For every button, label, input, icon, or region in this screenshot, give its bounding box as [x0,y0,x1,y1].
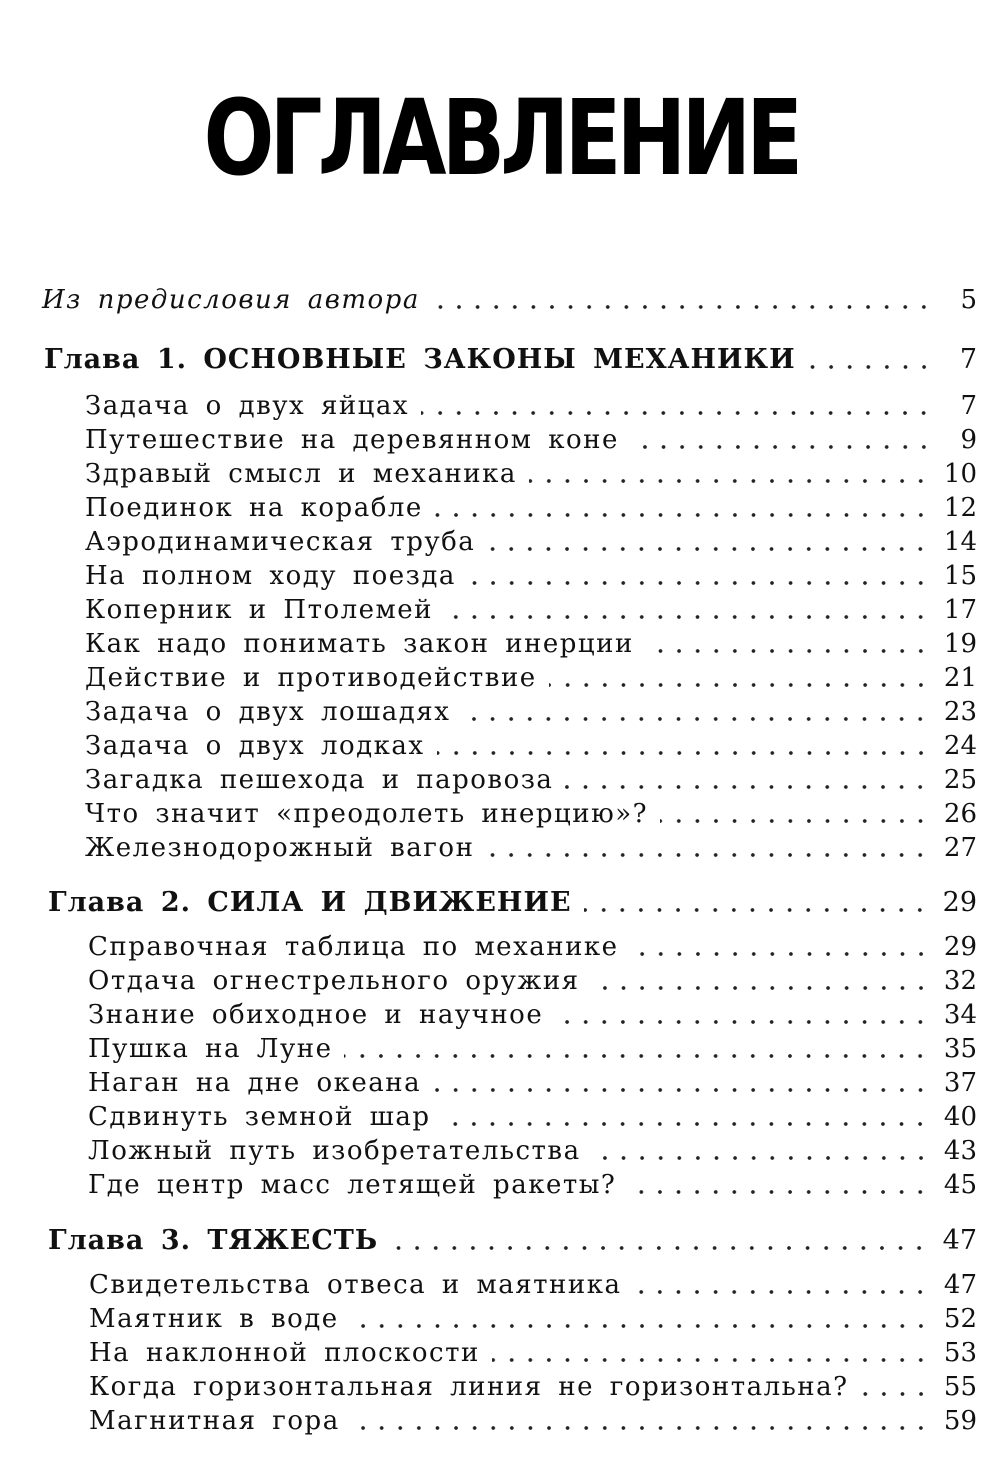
toc-entry-label: Загадка пешехода и паровоза [85,765,554,795]
toc-entry-label: Ложный путь изобретательства [88,1136,581,1166]
toc-page-number: 40 [943,1102,977,1132]
chapter-heading[interactable] [44,343,977,377]
toc-entry-label: Аэродинамическая труба [85,527,476,557]
toc-page-number: 53 [943,1338,977,1368]
toc-entry-label: Здравый смысл и механика [85,459,517,489]
chapter-title: Глава 1. ОСНОВНЫЕ ЗАКОНЫ МЕХАНИКИ [44,344,796,375]
toc-page-number: 45 [943,1170,977,1200]
dot-leader [584,907,929,913]
toc-page-number: 14 [943,527,977,557]
toc-entry[interactable] [85,797,977,831]
dot-leader [352,1425,930,1431]
dot-leader [435,512,930,518]
toc-page-number: 29 [943,932,977,962]
toc-page-number: 37 [943,1068,977,1098]
toc-page-number: 23 [943,697,977,727]
dot-leader [433,1087,930,1093]
dot-leader [487,546,930,552]
dot-leader [529,478,930,484]
toc-entry-label: Наган на дне океана [88,1068,422,1098]
toc-page-number: 5 [960,285,977,315]
toc-page-number: 32 [943,966,977,996]
toc-page-number: 47 [943,1270,977,1300]
dot-leader [631,951,930,957]
toc-entry-preface[interactable] [42,283,977,317]
toc-entry-label: На наклонной плоскости [89,1338,480,1368]
toc-entry[interactable] [85,423,977,457]
toc-entry-label: Задача о двух лошадях [85,697,451,727]
toc-entry-label: Поединок на корабле [85,493,423,523]
dot-leader [421,410,933,416]
dot-leader [549,682,930,688]
toc-entry[interactable] [89,1336,977,1370]
dot-leader [390,1245,928,1251]
toc-page-number: 15 [943,561,977,591]
toc-entry[interactable] [85,763,977,797]
dot-leader [462,716,930,722]
dot-leader [492,1357,930,1363]
dot-leader [593,1155,930,1161]
toc-page-number: 9 [960,425,977,455]
dot-leader [437,750,930,756]
toc-entry[interactable] [85,831,977,865]
dot-leader [628,1189,930,1195]
toc-entry-label: Из предисловия автора [42,285,420,315]
page-title: ОГЛАВЛЕНИЕ [203,77,799,199]
dot-leader [351,1323,930,1329]
toc-entry[interactable] [85,559,977,593]
toc-entry[interactable] [85,593,977,627]
toc-entry[interactable] [88,1134,977,1168]
toc-entry[interactable] [88,998,977,1032]
toc-entry[interactable] [85,661,977,695]
toc-page-number: 17 [943,595,977,625]
toc-page-number: 52 [943,1304,977,1334]
toc-entry[interactable] [88,1168,977,1202]
chapter-heading[interactable] [48,1224,977,1258]
dot-leader [565,784,930,790]
dot-leader [861,1391,930,1397]
toc-entry[interactable] [89,1268,977,1302]
toc-entry[interactable] [85,389,977,423]
toc-page-number: 7 [959,344,977,375]
toc-entry-label: Путешествие на деревянном коне [85,425,619,455]
toc-page-number: 26 [943,799,977,829]
toc-entry[interactable] [85,491,977,525]
toc-entry[interactable] [89,1370,977,1404]
toc-entry-label: Где центр масс летящей ракеты? [88,1170,617,1200]
toc-entry[interactable] [89,1404,977,1438]
toc-entry-label: Сдвинуть земной шар [88,1102,431,1132]
toc-page-number: 27 [943,833,977,863]
toc-page-number: 47 [942,1225,977,1256]
dot-leader [442,1121,929,1127]
chapter-title: Глава 3. ТЯЖЕСТЬ [48,1225,379,1256]
toc-entry[interactable] [88,1032,977,1066]
toc-entry[interactable] [85,729,977,763]
dot-leader [646,648,930,654]
toc-page-number: 19 [943,629,977,659]
toc-entry[interactable] [85,525,977,559]
toc-entry[interactable] [88,1100,977,1134]
toc-entry-label: Когда горизонтальная линия не горизонтальна? [89,1372,849,1402]
toc-page-number: 21 [943,663,977,693]
toc-entry-label: Свидетельства отвеса и маятника [89,1270,622,1300]
toc-entry[interactable] [88,930,977,964]
toc-entry-label: Действие и противодействие [85,663,537,693]
toc-page-number: 7 [960,391,977,421]
toc-page-number: 35 [943,1034,977,1064]
toc-entry-label: На полном ходу поезда [85,561,456,591]
dot-leader [592,985,930,991]
toc-page-number: 43 [943,1136,977,1166]
toc-entry[interactable] [88,964,977,998]
toc-entry-label: Маятник в воде [89,1304,339,1334]
dot-leader [445,614,930,620]
toc-entry-label: Задача о двух яйцах [85,391,410,421]
dot-leader [808,364,933,370]
toc-entry-label: Справочная таблица по механике [88,932,619,962]
toc-entry-label: Что значит «преодолеть инерцию»? [85,799,649,829]
toc-entry-label: Как надо понимать закон инерции [85,629,634,659]
toc-page-number: 55 [943,1372,977,1402]
toc-entry[interactable] [85,457,977,491]
toc-entry-label: Коперник и Птолемей [85,595,433,625]
toc-entry-label: Отдача огнестрельного оружия [88,966,580,996]
toc-entry[interactable] [85,627,977,661]
dot-leader [486,852,930,858]
toc-entry[interactable] [88,1066,977,1100]
dot-leader [631,444,933,450]
toc-entry-label: Знание обиходное и научное [88,1000,544,1030]
chapter-heading[interactable] [48,886,977,920]
toc-page-number: 34 [943,1000,977,1030]
dot-leader [344,1053,929,1059]
dot-leader [633,1289,929,1295]
chapter-title: Глава 2. СИЛА И ДВИЖЕНИЕ [48,887,572,918]
toc-page-number: 24 [943,731,977,761]
dot-leader [555,1019,930,1025]
dot-leader [432,304,933,310]
toc-entry-label: Задача о двух лодках [85,731,425,761]
toc-page-number: 10 [943,459,977,489]
toc-entry-label: Пушка на Луне [88,1034,333,1064]
toc-entry[interactable] [85,695,977,729]
toc-page-number: 25 [943,765,977,795]
dot-leader [660,818,930,824]
toc-entry-label: Железнодорожный вагон [85,833,475,863]
toc-page-number: 12 [943,493,977,523]
toc-page-number: 29 [942,887,977,918]
dot-leader [468,580,930,586]
toc-entry-label: Магнитная гора [89,1406,340,1436]
toc-page-number: 59 [943,1406,977,1436]
toc-entry[interactable] [89,1302,977,1336]
